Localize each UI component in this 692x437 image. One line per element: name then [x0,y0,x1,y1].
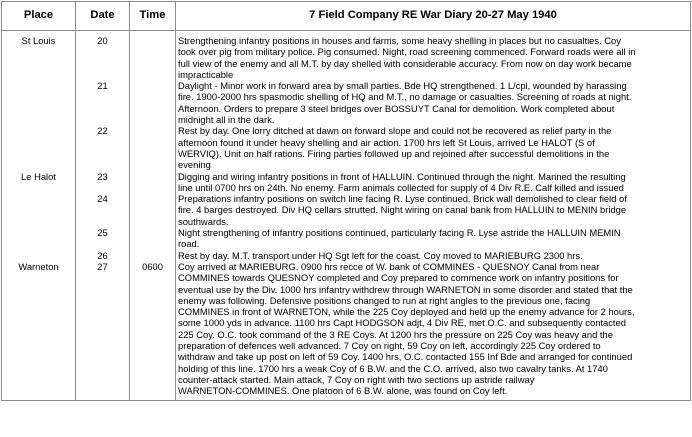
diary-row [2,125,691,170]
diary-entry-line: fire. 4 barges destroyed. Div HQ cellars strutted. Night wiring on canal bank from HALLUIN to MENIN bridge [178,204,627,216]
diary-entry-line: counter-attack started. Main attack, 7 Coy on right with two sections up astride railway [178,373,535,385]
diary-entry [176,31,691,81]
column-header-time: Time [130,2,176,31]
diary-entry-line: Preparations infantry positions on switch line facing R. Lyse continued. Brick wall demolished to clear field of [178,193,627,205]
diary-entry-line: impracticable [178,68,234,80]
diary-entry-line: Afternoon. Orders to prepare 3 steel bridges over BOSSUYT Canal for demolition. Work completed about [178,102,615,114]
diary-entry-line: Night strengthening of infantry positions continued, particularly facing R. Lyse astride the HALLUIN MEMIN [178,227,621,239]
time-cell [130,227,176,250]
column-header-place: Place [2,2,76,31]
time-cell [130,31,176,81]
diary-entry [176,193,691,227]
diary-entry [176,125,691,170]
place-cell [2,193,76,227]
diary-row [2,31,691,81]
diary-entry-line: evening [178,159,211,171]
diary-entry-line: some 1000 yds in advance. 1100 hrs Capt HODGSON adjt, 4 Div RE, met O.C. and subsequently contacted [178,317,626,329]
place-cell: Warneton [2,261,76,400]
diary-row [2,171,691,194]
diary-entry-line: Rest by day. M.T. transport under HQ Sgt left for the coast. Coy moved to MARIEBURG 2300 hrs. [178,249,583,261]
place-cell [2,80,76,125]
diary-row [2,227,691,250]
diary-entry-line: road. [178,238,200,250]
place-cell: Le Halot [2,171,76,194]
diary-row [2,80,691,125]
place-cell [2,125,76,170]
diary-entry-line: WERVIQ). Unit on half rations. Firing parties followed up and rejoined after successful demolitions in the [178,147,610,159]
diary-entry-line: COMMINES towards QUESNOY completed and Coy prepared to commence work on infantry positions for [178,272,619,284]
diary-entry [176,250,691,261]
time-cell [130,250,176,261]
diary-entry-line: southwards. [178,215,229,227]
date-cell: 20 [76,31,130,81]
diary-entry-line: afternoon found it under heavy shelling and air action. 1700 hrs left St Louis, arrived Le HALOT (S of [178,136,595,148]
time-cell [130,125,176,170]
diary-entry-line: enemy was following. Defensive positions changed to run at right angles to the previous one, facing [178,294,591,306]
diary-entry [176,171,691,194]
diary-row [2,261,691,400]
diary-entry-line: Coy arrived at MARIEBURG. 0900 hrs recce of W. bank of COMMINES - QUESNOY Canal from near [178,260,600,272]
diary-entry-line: holding of this line. 1700 hrs a weak Coy of 6 B.W. and the C.O. arrived, also two cavalry tanks. At 1740 [178,362,608,374]
column-header-date: Date [76,2,130,31]
diary-row [2,193,691,227]
diary-entry [176,227,691,250]
diary-entry-line: full view of the enemy and all M.T. by day shelled with considerable accuracy. From now on day work became [178,57,632,69]
place-cell [2,227,76,250]
date-cell: 27 [76,261,130,400]
diary-entry-line: Daylight - Minor work in forward area by small parties. Bde HQ strengthened. 1 L/cpl, wounded by harassing [178,80,627,92]
date-cell: 23 [76,171,130,194]
diary-entry-line: eventual use by the Div. 1000 hrs infantry withdrew through WARNETON in some disorder and stated that the [178,283,633,295]
diary-entry-line: Digging and wiring infantry positions in front of HALLUIN. Continued through the night. Manned the resulting [178,170,626,182]
time-cell [130,193,176,227]
diary-title: 7 Field Company RE War Diary 20-27 May 1940 [176,2,691,31]
diary-entry-line: 225 Coy. O.C. took command of the 3 RE Coys. At 1200 hrs the pressure on 225 Coy was heavy and the [178,328,613,340]
time-cell: 0600 [130,261,176,400]
diary-entry-line: line until 0700 hrs on 24th. No enemy. Farm animals collected for supply of 4 Div R.E. Calf killed and issued [178,181,624,193]
place-cell: St Louis [2,31,76,81]
diary-entry [176,80,691,125]
date-cell: 25 [76,227,130,250]
date-cell: 21 [76,80,130,125]
diary-entry [176,261,691,400]
date-cell: 24 [76,193,130,227]
war-diary-table [1,1,691,401]
diary-entry-line: Strengthening infantry positions in houses and farms, some heavy shelling in places but no casualties. Coy [178,35,621,46]
diary-entry-line: took over pig from military police. Pig consumed. Night, road screening commenced. Forward roads were all in [178,46,636,58]
diary-entry-line: WARNETON-COMMINES. One platoon of 6 B.W. alone, was found on Coy left. [178,385,508,397]
time-cell [130,171,176,194]
table-body [2,31,691,401]
table-header [2,2,691,31]
diary-entry-line: midnight all in the dark. [178,114,275,126]
time-cell [130,80,176,125]
diary-entry-line: COMMINES in front of WARNETON, while the 225 Coy deployed and held up the enemy advance for 2 hours, [178,306,635,318]
diary-entry-line: Rest by day. One lorry ditched at dawn on forward slope and could not be recovered as relief party in the [178,125,612,137]
diary-entry-line: fire. 1900-2000 hrs spasmodic shelling of HQ and M.T., no damage or casualties. Screening of roads at night. [178,91,632,103]
diary-row [2,250,691,261]
diary-entry-line: withdraw and take up post on left of 59 Coy. 1400 hrs, O.C. contacted 155 Inf Bde and arranged for continued [178,351,633,363]
date-cell: 26 [76,250,130,261]
diary-entry-line: preparation of defences well advanced. 7 Coy on right, 59 Coy on left, accordingly 225 Coy ordered to [178,340,601,352]
date-cell: 22 [76,125,130,170]
place-cell [2,250,76,261]
